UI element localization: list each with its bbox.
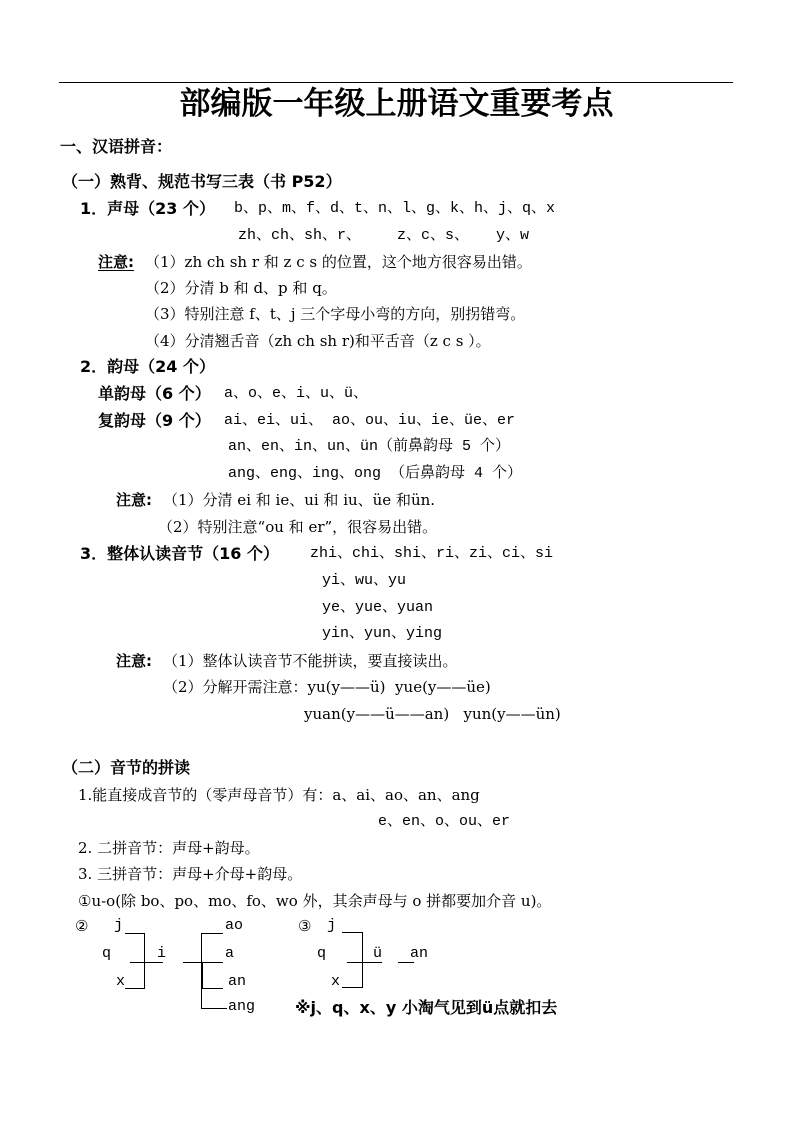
bracket-line [201, 933, 223, 934]
single-finals-values: a、o、e、i、u、ü、 [224, 385, 369, 402]
front-nasal-finals: an、en、in、un、ün（前鼻韵母 5 个） [228, 438, 511, 455]
note-finals-2: （2）特别注意“ou 和 er”，很容易出错。 [158, 518, 438, 536]
zero-initial-syllables-cont: e、en、o、ou、er [378, 813, 511, 830]
note-initials-1: （1）zh ch sh r 和 z c s 的位置，这个地方很容易出错。 [145, 253, 532, 271]
note-initials-4: （4）分清翘舌音（zh ch sh r)和平舌音（z c s ）。 [145, 332, 491, 350]
diagram3-initial-j: j [327, 917, 337, 934]
diagram3-initial-x: x [331, 973, 341, 990]
whole-syllables-line-4: yin、yun、ying [322, 625, 443, 642]
initials-line-1: b、p、m、f、d、t、n、l、g、k、h、j、q、x [234, 200, 556, 217]
whole-syllables-line-2: yi、wu、yu [322, 572, 407, 589]
page-title: 部编版一年级上册语文重要考点 [179, 86, 614, 122]
note-initials-2: （2）分清 b 和 d、p 和 q。 [145, 279, 337, 297]
bracket-line [201, 988, 223, 989]
compound-finals-label: 复韵母（9 个） [98, 411, 211, 430]
whole-syllables-label: 3．整体认读音节（16 个） [80, 544, 279, 563]
diagram2-final-a: a [225, 945, 235, 962]
initials-label: 1．声母（23 个） [80, 199, 215, 218]
bracket-line [347, 962, 382, 963]
bracket-line [125, 933, 145, 934]
jqxy-tip: ※j、q、x、y 小淘气见到ü点就扣去 [295, 998, 558, 1017]
bracket-line [342, 932, 363, 933]
uo-rule: ①u-o(除 bo、po、mo、fo、wo 外，其余声母与 o 拼都要加介音 u)。 [78, 892, 552, 910]
header-rule [59, 82, 733, 83]
note-label-finals: 注意: [116, 491, 152, 509]
diagram2-final-ao: ao [225, 917, 244, 934]
diagram2-initial-x: x [116, 973, 126, 990]
bracket-line [202, 962, 203, 988]
diagram2-initial-q: q [102, 945, 112, 962]
single-finals-label: 单韵母（6 个） [98, 384, 211, 403]
bracket-line [130, 962, 163, 963]
diagram3-final: an [410, 945, 429, 962]
diagram2-final-an: an [228, 973, 247, 990]
whole-syllables-line-3: ye、yue、yuan [322, 599, 434, 616]
note-finals-1: （1）分清 ei 和 ie、ui 和 iu、üe 和ün. [163, 491, 436, 509]
diagram2-marker: ② [75, 917, 89, 935]
note-label-initials: 注意: [98, 253, 134, 271]
back-nasal-finals: ang、eng、ing、ong （后鼻韵母 4 个） [228, 465, 523, 482]
three-part-syllables: 3. 三拼音节：声母+介母+韵母。 [78, 865, 303, 883]
bracket-line [201, 1008, 227, 1009]
subsection-heading-three-tables: （一）熟背、规范书写三表（书 P52） [62, 172, 342, 191]
bracket-line [144, 933, 145, 988]
whole-syllables-line-1: zhi、chi、shi、ri、zi、ci、si [310, 545, 554, 562]
section-heading-pinyin: 一、汉语拼音： [60, 137, 173, 156]
zero-initial-syllables: 1.能直接成音节的（零声母音节）有：a、ai、ao、an、ang [78, 786, 480, 804]
diagram3-marker: ③ [298, 917, 312, 935]
note-label-whole: 注意: [116, 652, 152, 670]
bracket-line [125, 988, 145, 989]
note-whole-3: yuan(y——ü——an) yun(y——ün) [304, 705, 561, 723]
note-whole-1: （1）整体认读音节不能拼读，要直接读出。 [163, 652, 458, 670]
bracket-line [342, 987, 363, 988]
two-part-syllables: 2. 二拼音节：声母+韵母。 [78, 839, 260, 857]
diagram2-medial: i [157, 945, 167, 962]
diagram3-medial: ü [373, 945, 383, 962]
diagram2-initial-j: j [114, 917, 124, 934]
note-initials-3: （3）特别注意 f、t、j 三个字母小弯的方向，别拐错弯。 [145, 305, 526, 323]
bracket-line [183, 962, 223, 963]
bracket-line [362, 932, 363, 988]
initials-line-2: zh、ch、sh、r、 z、c、s、 y、w [238, 227, 530, 244]
note-whole-2: （2）分解开需注意：yu(y——ü) yue(y——üe) [163, 678, 491, 696]
diagram2-final-ang: ang [228, 998, 256, 1015]
finals-label: 2．韵母（24 个） [80, 357, 215, 376]
compound-finals-values: ai、ei、ui、 ao、ou、iu、ie、üe、er [224, 412, 516, 429]
subsection-heading-spelling: （二）音节的拼读 [62, 758, 191, 777]
diagram3-initial-q: q [317, 945, 327, 962]
bracket-line [398, 962, 414, 963]
